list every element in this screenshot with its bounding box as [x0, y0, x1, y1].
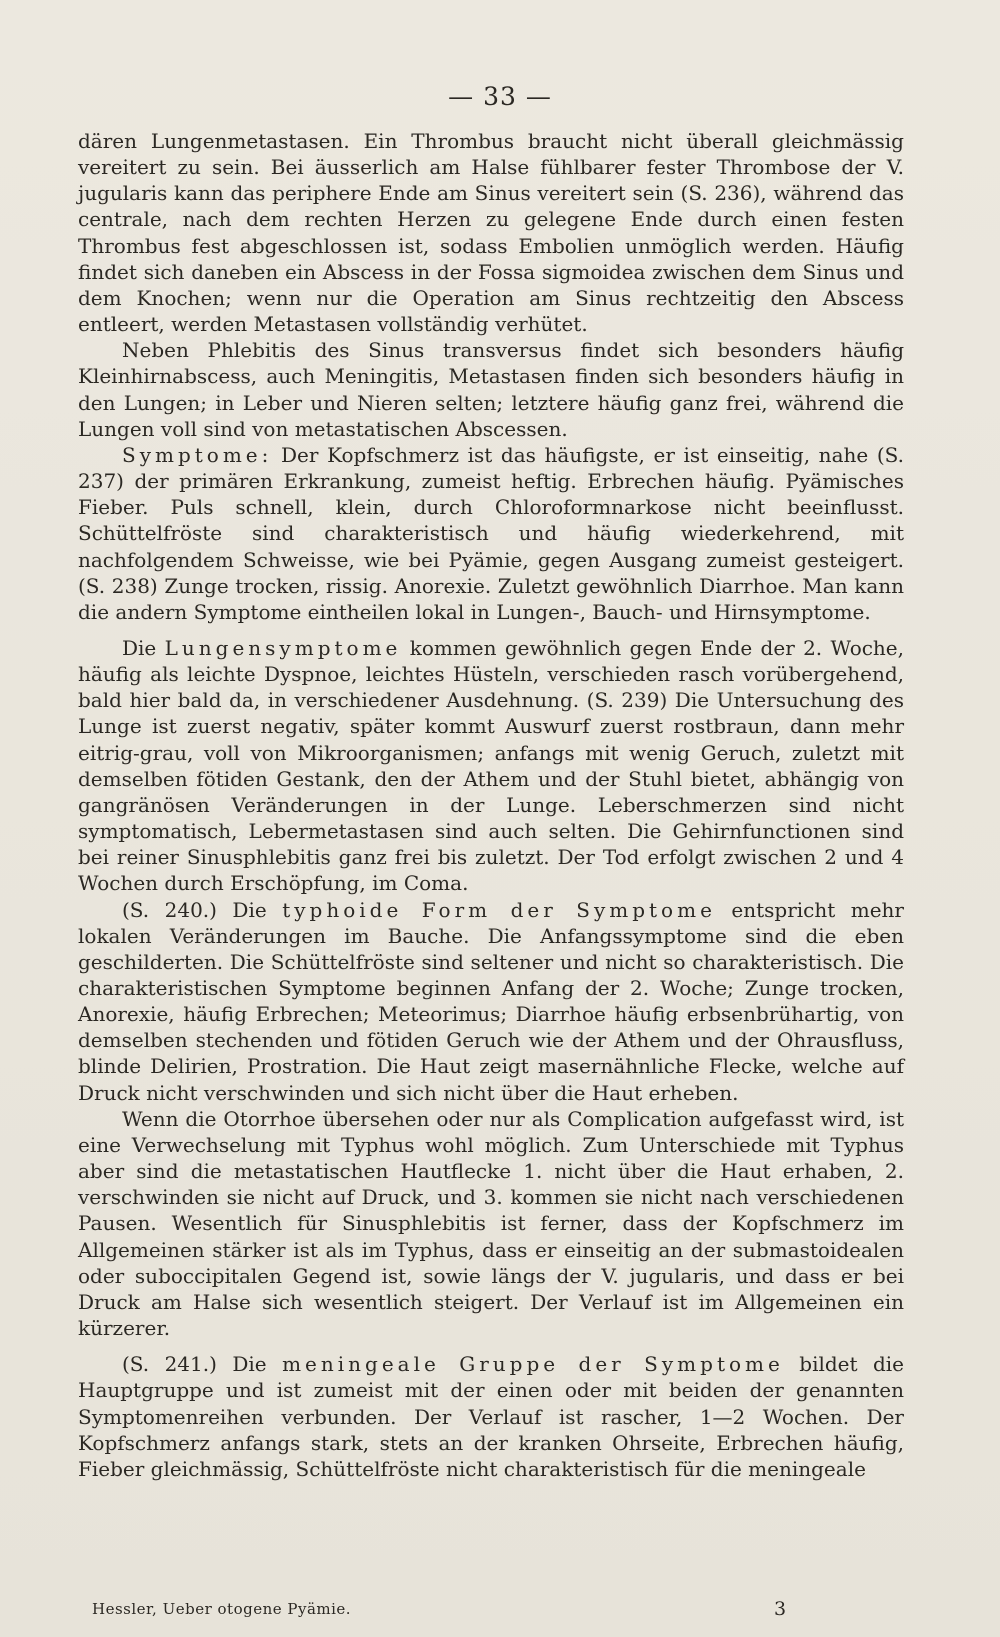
page-footer — [92, 1600, 792, 1618]
paragraph-text: bildet die Hauptgruppe und ist zumeist mit der einen oder mit beiden der genannten Symptomenreihen verbunden. Der Verlauf ist rascher, 1—2 Wochen. Der Kopfschmerz anfangs stark, stets an der kranken Ohrseite, Erbrechen häufig, Fieber gleichmässig, Schüttelfröste nicht charakteristisch für die meningeale — [78, 1352, 905, 1481]
sheet-number: 3 — [774, 1598, 787, 1620]
paragraph-text: (S. 240.) Die — [122, 897, 283, 922]
paragraph-3 — [78, 442, 904, 625]
paragraph-text: kommen gewöhnlich gegen Ende der 2. Woche, häufig als leichte Dyspnoe, leichtes Hüsteln, verschieden rasch vorübergehend, bald hier bald da, in verschiedener Ausdehnung. (S. 239) Die Untersuchung des Lunge ist zuerst negativ, später kommt Auswurf zuerst rostbraun, dann mehr eitrig-grau, voll von Mikroorganismen; anfangs mit wenig Geruch, zuletzt mit demselben fötiden Gestank, den der Athem und der Stuhl bietet, abhängig von gangränösen Veränderungen in der Lunge. Leberschmerzen sind nicht symptomatisch, Lebermetastasen sind auch selten. Die Gehirnfunctionen sind bei reiner Sinusphlebitis ganz frei bis zuletzt. Der Tod erfolgt zwischen 2 und 4 Wochen durch Erschöpfung, im Coma. — [78, 635, 905, 896]
paragraph-2 — [78, 337, 904, 442]
paragraph-7 — [78, 1351, 904, 1482]
signature-line: Hessler, Ueber otogene Pyämie. — [92, 1600, 352, 1618]
paragraph-1 — [78, 128, 904, 337]
paragraph-text: Wenn die Otorrhoe übersehen oder nur als Complication aufgefasst wird, ist eine Verwechselung mit Typhus wohl möglich. Zum Unterschiede mit Typhus aber sind die metastatischen Hautflecke 1. nicht über die Haut erhaben, 2. verschwinden sie nicht auf Druck, und 3. kommen sie nicht nach verschiedenen Pausen. Wesentlich für Sinusphlebitis ist ferner, dass der Kopfschmerz im Allgemeinen stärker ist als im Typhus, dass er einseitig an der submastoidealen oder suboccipitalen Gegend ist, sowie längs der V. jugularis, und dass er bei Druck am Halse sich wesentlich steigert. Der Verlauf ist im Allgemeinen ein kürzerer. — [78, 1106, 904, 1341]
paragraph-text: dären Lungenmetastasen. Ein Thrombus braucht nicht überall gleichmässig vereitert zu sein. Bei äusserlich am Halse fühlbarer fester Thrombose der V. jugularis kann das periphere Ende am Sinus vereitert sein (S. 236), während das centrale, nach dem rechten Herzen zu gelegene Ende durch einen festen Thrombus fest abgeschlossen ist, sodass Embolien unmöglich werden. Häufig findet sich daneben ein Abscess in der Fossa sigmoidea zwischen dem Sinus und dem Knochen; wenn nur die Operation am Sinus rechtzeitig den Abscess entleert, werden Metastasen vollständig verhütet. — [78, 129, 904, 337]
paragraph-5 — [78, 897, 904, 1106]
spaced-emphasis: Lungensymptome — [164, 635, 402, 660]
page-number: — 33 — — [448, 82, 552, 111]
spaced-heading: Symptome: — [122, 442, 273, 467]
paragraph-text: (S. 241.) Die — [122, 1352, 283, 1377]
paragraph-text: Die — [122, 635, 165, 660]
spaced-emphasis: meningeale Gruppe der Symptome — [282, 1352, 784, 1377]
paragraph-6 — [78, 1106, 904, 1341]
page-body — [78, 128, 904, 1482]
spaced-emphasis: typhoide Form der Symptome — [282, 897, 716, 922]
paragraph-text: Der Kopfschmerz ist das häufigste, er ist einseitig, nahe (S. 237) der primären Erkrankung, zumeist heftig. Erbrechen häufig. Pyämisches Fieber. Puls schnell, klein, durch Chloroformnarkose nicht beeinflusst. Schüttelfröste sind charakteristisch und häufig wiederkehrend, mit nachfolgendem Schweisse, wie bei Pyämie, gegen Ausgang zumeist gesteigert. (S. 238) Zunge trocken, rissig. Anorexie. Zuletzt gewöhnlich Diarrhoe. Man kann die andern Symptome eintheilen lokal in Lungen-, Bauch- und Hirnsymptome. — [78, 442, 904, 624]
paragraph-4 — [78, 635, 904, 897]
paragraph-text: Neben Phlebitis des Sinus transversus findet sich besonders häufig Kleinhirnabscess, auch Meningitis, Metastasen finden sich besonders häufig in den Lungen; in Leber und Nieren selten; letztere häufig ganz frei, während die Lungen voll sind von metastatischen Abscessen. — [78, 338, 904, 441]
paragraph-text: entspricht mehr lokalen Veränderungen im Bauche. Die Anfangssymptome sind die eben geschilderten. Die Schüttelfröste sind seltener und nicht so charakteristisch. Die charakteristischen Symptome beginnen Anfang der 2. Woche; Zunge trocken, Anorexie, häufig Erbrechen; Meteorimus; Diarrhoe häufig erbsenbrühartig, von demselben stechenden und fötiden Geruch wie der Athem und der Ohrausfluss, blinde Delirien, Prostration. Die Haut zeigt masernähnliche Flecke, welche auf Druck nicht verschwinden und sich nicht über die Haut erheben. — [78, 897, 904, 1105]
